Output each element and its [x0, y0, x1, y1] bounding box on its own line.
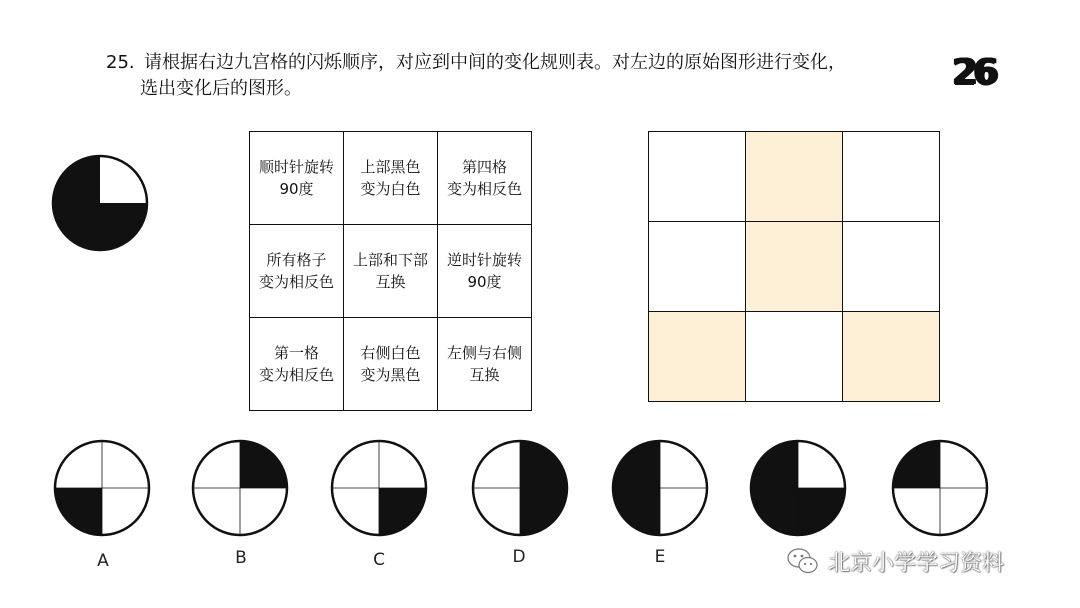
flash-cell	[843, 312, 940, 402]
rule-cell-3: 第四格 变为相反色	[438, 132, 532, 225]
rules-table	[249, 131, 532, 411]
rule-cell-5: 上部和下部 互换	[344, 225, 438, 318]
flash-cell	[746, 222, 843, 312]
option-e-circle[interactable]	[610, 438, 710, 538]
rule-cell-1: 顺时针旋转 90度	[250, 132, 344, 225]
option-g-circle[interactable]	[890, 438, 990, 538]
flash-cell	[843, 222, 940, 312]
question-line-2: 选出变化后的图形。	[140, 78, 302, 99]
option-b-label: B	[235, 548, 247, 568]
flash-cell	[649, 312, 746, 402]
flash-cell	[843, 132, 940, 222]
watermark-text: 北京小学学习资料	[828, 550, 1005, 576]
question-number: 25.	[106, 52, 135, 73]
flash-cell	[746, 312, 843, 402]
rules-row	[250, 225, 532, 318]
option-f-circle[interactable]	[748, 438, 848, 538]
rule-cell-9: 左侧与右侧 互换	[438, 318, 532, 411]
rules-row	[250, 318, 532, 411]
rule-cell-2: 上部黑色 变为白色	[344, 132, 438, 225]
question-text	[106, 50, 936, 102]
rule-cell-8: 右侧白色 变为黑色	[344, 318, 438, 411]
option-b-circle[interactable]	[190, 438, 290, 538]
option-a-circle[interactable]	[52, 438, 152, 538]
rules-row	[250, 132, 532, 225]
rule-cell-4: 所有格子 变为相反色	[250, 225, 344, 318]
flash-grid	[648, 131, 940, 402]
option-c-circle[interactable]	[329, 438, 429, 538]
option-c-label: C	[373, 550, 385, 570]
option-d-circle[interactable]	[470, 438, 570, 538]
page-badge: 26	[952, 52, 995, 93]
question-line-1: 25. 请根据右边九宫格的闪烁顺序，对应到中间的变化规则表。对左边的原始图形进行变化，	[106, 50, 936, 76]
rule-cell-6: 逆时针旋转 90度	[438, 225, 532, 318]
watermark	[786, 546, 1004, 576]
original-circle-figure	[50, 153, 150, 253]
wechat-icon	[786, 546, 820, 576]
option-d-label: D	[512, 547, 526, 567]
flash-cell	[746, 132, 843, 222]
rule-cell-7: 第一格 变为相反色	[250, 318, 344, 411]
option-e-label: E	[654, 547, 666, 567]
flash-cell	[649, 222, 746, 312]
option-a-label: A	[97, 551, 109, 571]
flash-cell	[649, 132, 746, 222]
